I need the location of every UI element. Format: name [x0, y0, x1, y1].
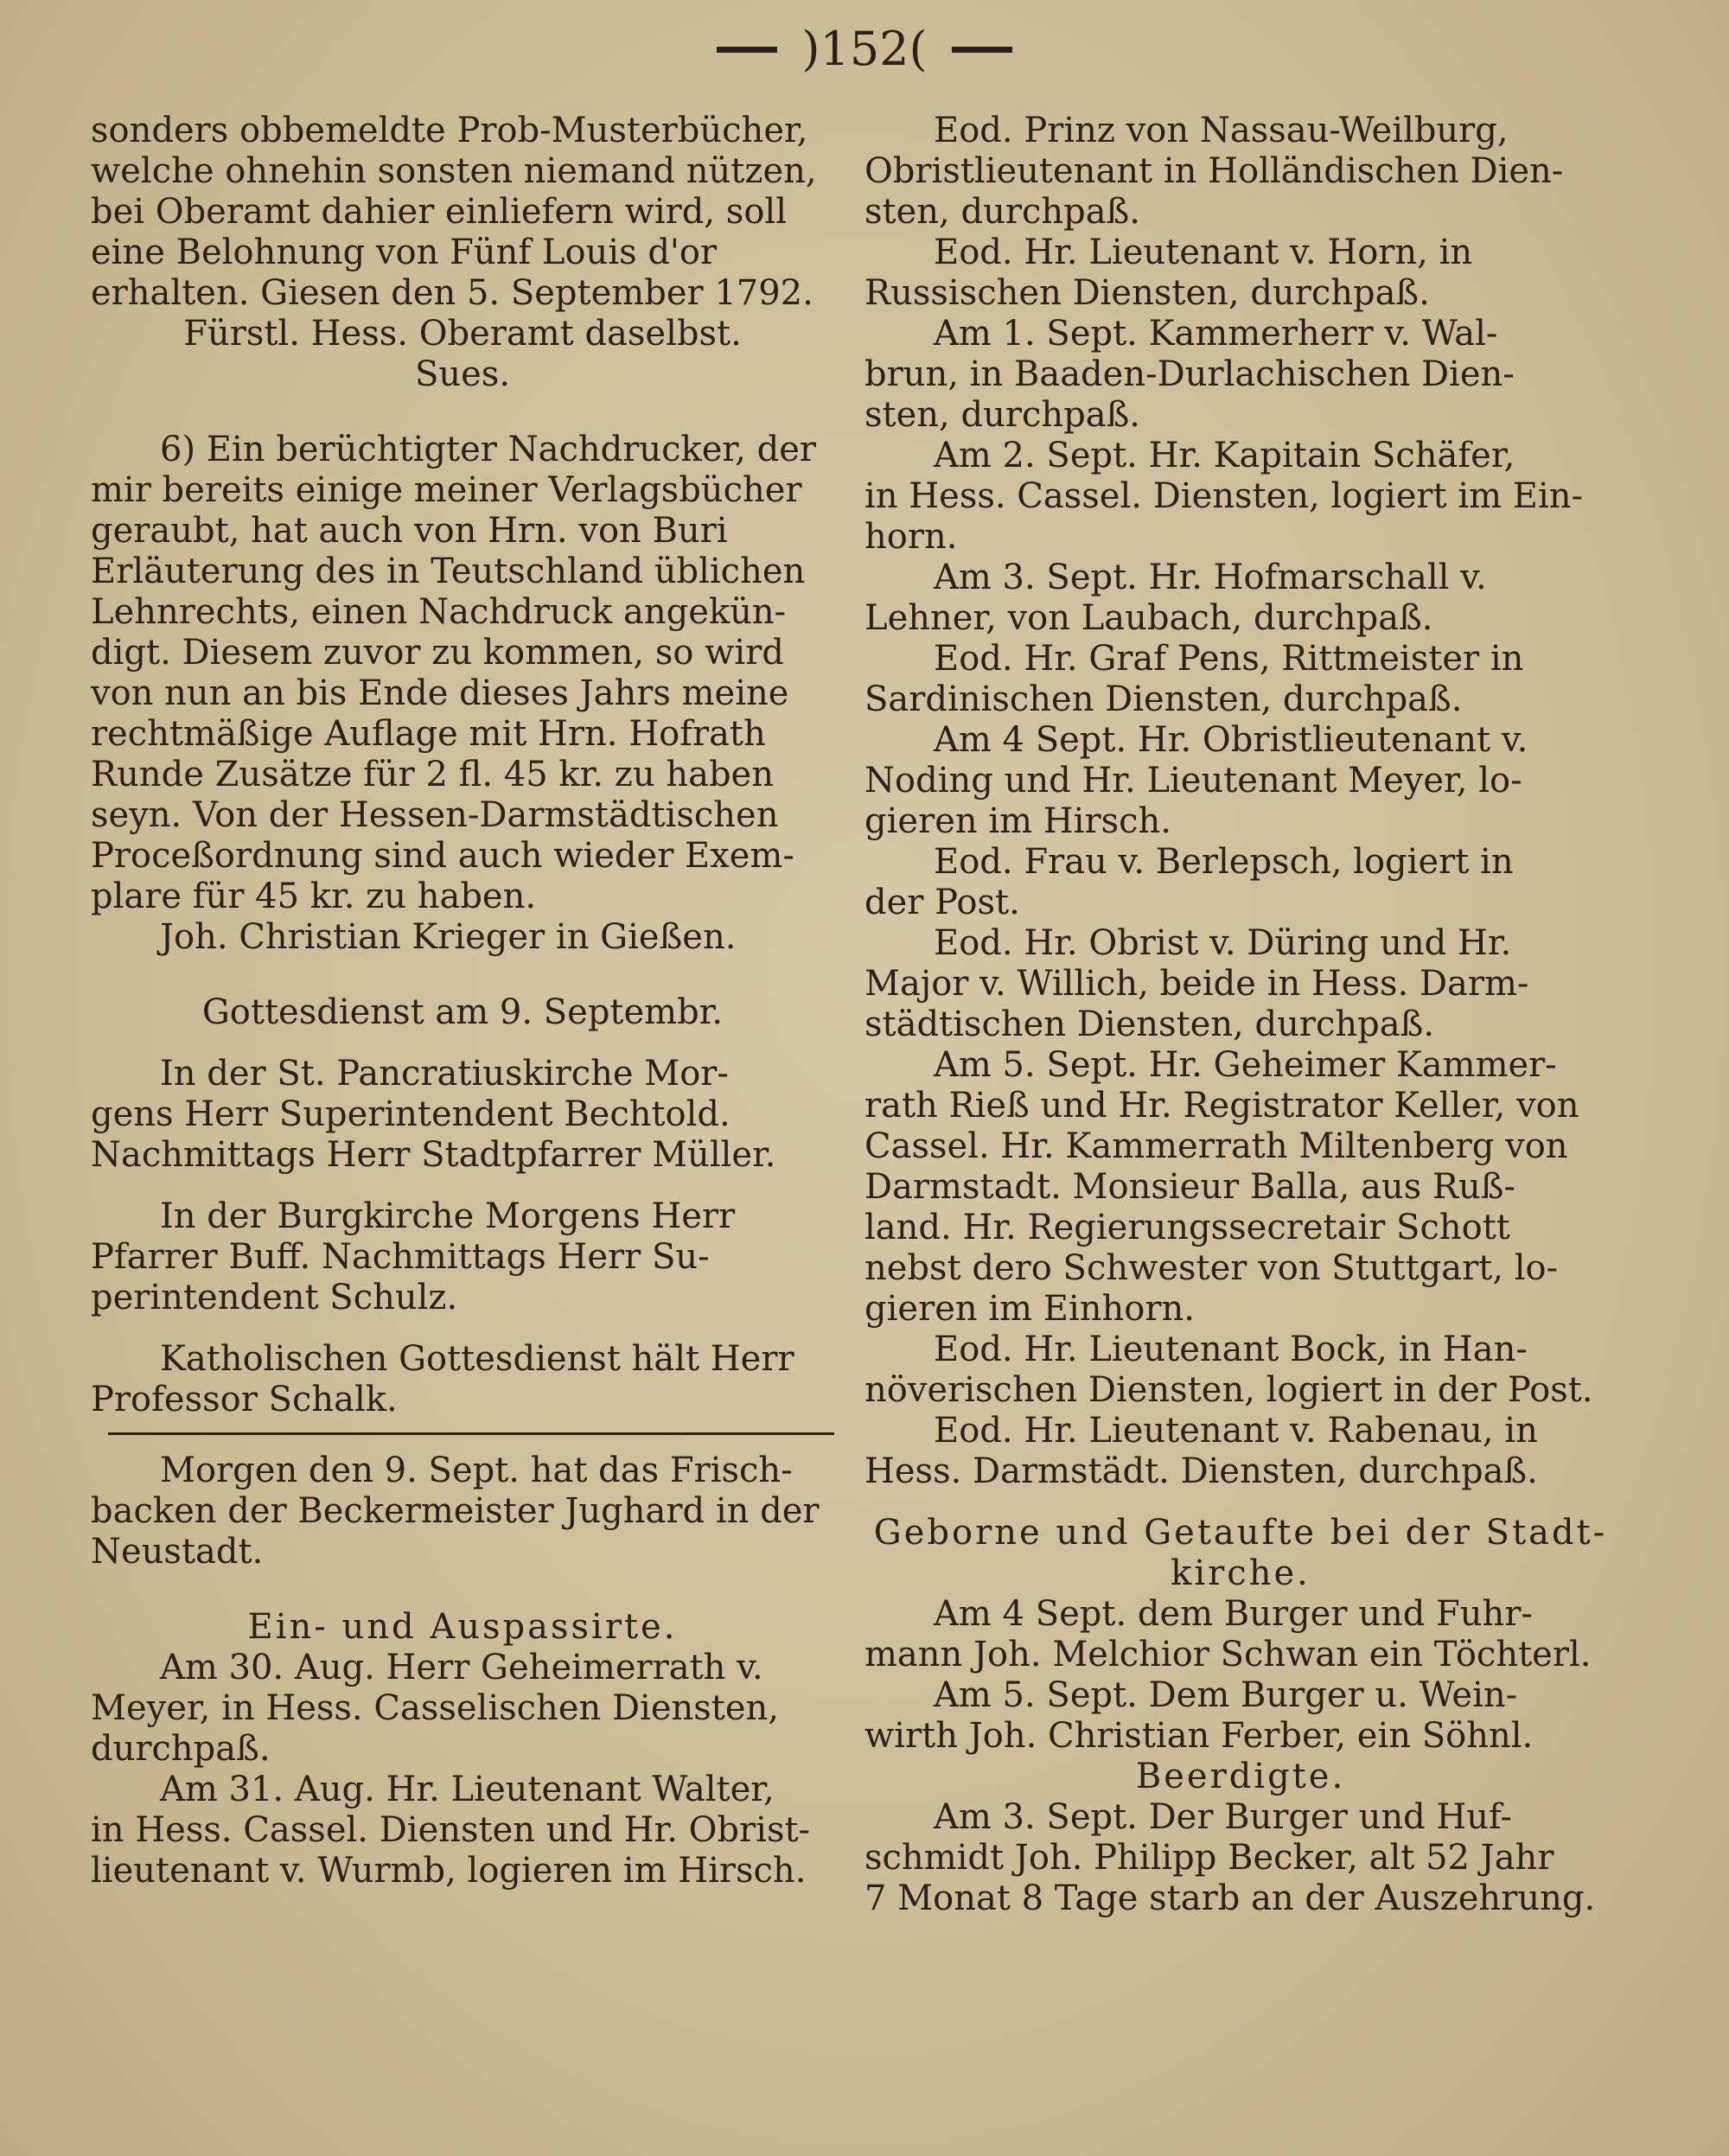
text-line: Katholischen Gottesdienst hält Herr	[160, 1339, 794, 1379]
text-line: perintendent Schulz.	[91, 1278, 458, 1317]
text-line: backen der Beckermeister Jughard in der	[91, 1491, 820, 1531]
text-line: Am 4 Sept. Hr. Obristlieutenant v.	[934, 720, 1528, 760]
left-column	[91, 111, 834, 1891]
text-line: Russischen Diensten, durchpaß.	[864, 273, 1430, 313]
text-line: sten, durchpaß.	[864, 395, 1141, 435]
text-line: Neustadt.	[91, 1532, 264, 1572]
text-line: der Post.	[864, 883, 1020, 922]
text-line: horn.	[864, 517, 958, 557]
text-line: Proceßordnung sind auch wieder Exem-	[91, 836, 794, 876]
section-heading: Geborne und Getaufte bei der Stadt-	[873, 1513, 1608, 1553]
text-line: städtischen Diensten, durchpaß.	[864, 1005, 1435, 1044]
text-line: durchpaß.	[91, 1729, 271, 1769]
text-line: rath Rieß und Hr. Registrator Keller, von	[864, 1086, 1579, 1126]
text-line: gieren im Einhorn.	[864, 1289, 1195, 1329]
text-line: Am 4 Sept. dem Burger und Fuhr-	[934, 1594, 1533, 1634]
text-line: Sardinischen Diensten, durchpaß.	[864, 679, 1463, 719]
text-line: in Hess. Cassel. Diensten und Hr. Obrist-	[91, 1810, 811, 1850]
text-line: Lehnrechts, einen Nachdruck angekün-	[91, 592, 787, 632]
right-column	[864, 111, 1617, 1919]
text-line: Am 31. Aug. Hr. Lieutenant Walter,	[160, 1770, 775, 1809]
text-line: digt. Diesem zuvor zu kommen, so wird	[91, 633, 784, 673]
church-service-block	[91, 992, 834, 1420]
burials-block	[864, 1757, 1617, 1919]
text-line: Am 2. Sept. Hr. Kapitain Schäfer,	[934, 436, 1515, 475]
text-line: sonders obbemeldte Prob-Musterbücher,	[91, 111, 808, 150]
text-line: Meyer, in Hess. Casselischen Diensten,	[91, 1688, 780, 1728]
text-line: in Hess. Cassel. Diensten, logiert im Ein-	[864, 476, 1584, 516]
text-line: Obristlieutenant in Holländischen Dien-	[864, 151, 1564, 191]
section-heading: Gottesdienst am 9. Septembr.	[201, 992, 724, 1032]
text-line: rechtmäßige Auflage mit Hrn. Hofrath	[91, 714, 766, 754]
text-line: erhalten. Giesen den 5. September 1792.	[91, 273, 813, 313]
text-line: wirth Joh. Christian Ferber, ein Söhnl.	[864, 1716, 1534, 1756]
text-line: Lehner, von Laubach, durchpaß.	[864, 598, 1433, 638]
text-line: eine Belohnung von Fünf Louis d'or	[91, 233, 718, 272]
text-line: Eod. Hr. Lieutenant v. Horn, in	[934, 233, 1473, 272]
text-line: Professor Schalk.	[91, 1380, 398, 1419]
text-line: geraubt, hat auch von Hrn. von Buri	[91, 511, 728, 551]
text-line: növerischen Diensten, logiert in der Post.	[864, 1370, 1593, 1410]
text-line: schmidt Joh. Philipp Becker, alt 52 Jahr	[864, 1838, 1554, 1878]
text-line: nebst dero Schwester von Stuttgart, lo-	[864, 1248, 1559, 1288]
text-line: Cassel. Hr. Kammerrath Miltenberg von	[864, 1126, 1568, 1166]
notice-signature-name: Sues.	[414, 354, 511, 394]
text-line: Eod. Hr. Graf Pens, Rittmeister in	[934, 639, 1524, 679]
text-line: Hess. Darmstädt. Diensten, durchpaß.	[864, 1451, 1538, 1491]
text-line: In der St. Pancratiuskirche Mor-	[160, 1054, 729, 1094]
text-line: Am 1. Sept. Kammerherr v. Wal-	[934, 314, 1498, 354]
text-line: Pfarrer Buff. Nachmittags Herr Su-	[91, 1237, 710, 1277]
text-line: gens Herr Superintendent Bechtold.	[91, 1094, 731, 1134]
text-line: plare für 45 kr. zu haben.	[91, 877, 537, 916]
text-line: lieutenant v. Wurmb, logieren im Hirsch.	[91, 1851, 807, 1891]
advertisement-signature: Joh. Christian Krieger in Gießen.	[160, 917, 737, 957]
text-line: Eod. Prinz von Nassau-Weilburg,	[934, 111, 1509, 150]
text-line: Am 30. Aug. Herr Geheimerrath v.	[160, 1648, 763, 1687]
text-line: Am 5. Sept. Hr. Geheimer Kammer-	[934, 1045, 1557, 1085]
text-line: Am 3. Sept. Hr. Hofmarschall v.	[934, 558, 1487, 597]
section-heading: Ein- und Auspassirte.	[247, 1607, 678, 1647]
header-rule-left	[717, 47, 777, 53]
advertisement-block	[91, 430, 834, 958]
text-line: mann Joh. Melchior Schwan ein Töchterl.	[864, 1635, 1592, 1674]
text-line: Noding und Hr. Lieutenant Meyer, lo-	[864, 761, 1522, 801]
text-line: 7 Monat 8 Tage starb an der Auszehrung.	[864, 1879, 1596, 1918]
text-line: welche ohnehin sonsten niemand nützen,	[91, 151, 817, 191]
text-line: Eod. Frau v. Berlepsch, logiert in	[934, 842, 1514, 882]
text-line: Darmstadt. Monsieur Balla, aus Ruß-	[864, 1167, 1515, 1207]
page-number: )152(	[801, 22, 928, 76]
text-line: Morgen den 9. Sept. hat das Frisch-	[160, 1451, 793, 1490]
header-rule-right	[952, 47, 1012, 53]
travellers-block-left	[91, 1607, 834, 1891]
text-line: mir bereits einige meiner Verlagsbücher	[91, 470, 802, 510]
text-line: In der Burgkirche Morgens Herr	[160, 1196, 736, 1236]
text-line: Major v. Willich, beide in Hess. Darm-	[864, 964, 1529, 1004]
text-line: land. Hr. Regierungssecretair Schott	[864, 1208, 1510, 1247]
section-divider	[108, 1432, 834, 1435]
text-line: 6) Ein berüchtigter Nachdrucker, der	[160, 430, 816, 469]
text-line: Eod. Hr. Obrist v. Düring und Hr.	[934, 923, 1512, 963]
text-line: Am 5. Sept. Dem Burger u. Wein-	[934, 1675, 1518, 1715]
travellers-block-right	[864, 111, 1617, 1492]
section-heading: kirche.	[1171, 1553, 1311, 1593]
section-heading: Beerdigte.	[1135, 1757, 1346, 1796]
notice-signature: Fürstl. Hess. Oberamt daselbst.	[183, 314, 742, 354]
text-line: bei Oberamt dahier einliefern wird, soll	[91, 192, 787, 232]
page-header	[0, 19, 1729, 80]
text-line: sten, durchpaß.	[864, 192, 1141, 232]
text-line: Am 3. Sept. Der Burger und Huf-	[934, 1797, 1512, 1837]
text-line: gieren im Hirsch.	[864, 801, 1171, 841]
text-line: seyn. Von der Hessen-Darmstädtischen	[91, 795, 779, 835]
text-line: brun, in Baaden-Durlachischen Dien-	[864, 354, 1515, 394]
text-line: von nun an bis Ende dieses Jahrs meine	[91, 673, 789, 713]
births-block	[864, 1513, 1617, 1757]
notice-block	[91, 111, 834, 395]
text-line: Runde Zusätze für 2 fl. 45 kr. zu haben	[91, 755, 774, 794]
text-line: Nachmittags Herr Stadtpfarrer Müller.	[91, 1135, 776, 1175]
baker-notice-block	[91, 1451, 834, 1572]
text-line: Eod. Hr. Lieutenant Bock, in Han-	[934, 1330, 1528, 1369]
text-line: Erläuterung des in Teutschland üblichen	[91, 552, 806, 591]
text-line: Eod. Hr. Lieutenant v. Rabenau, in	[934, 1411, 1538, 1451]
